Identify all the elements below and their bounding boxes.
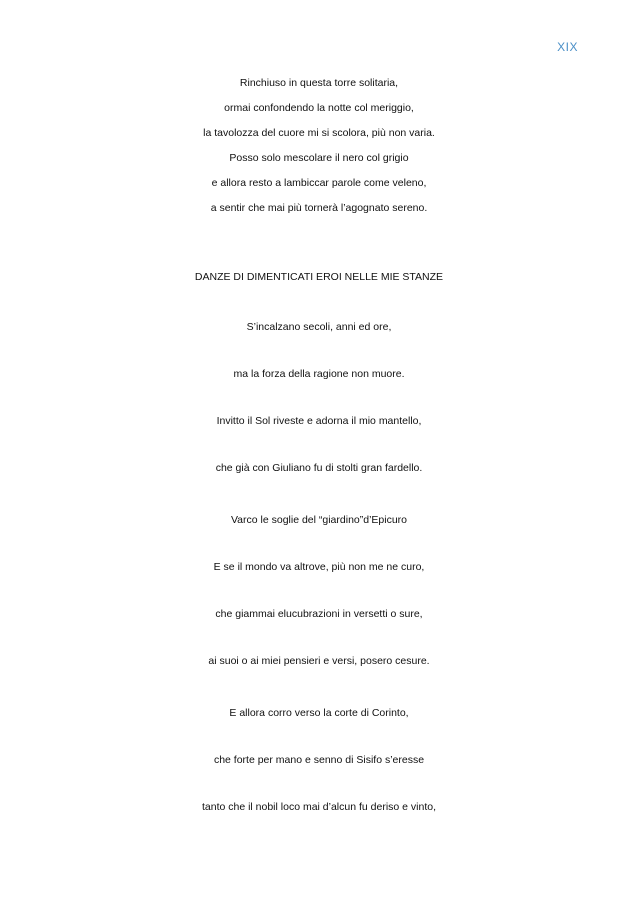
- poem-line: e allora resto a lambiccar parole come veleno,: [211, 177, 427, 189]
- poem-line: Rinchiuso in questa torre solitaria,: [239, 77, 399, 89]
- poem-line: Posso solo mescolare il nero col grigio: [229, 152, 409, 164]
- poem-line: S’incalzano secoli, anni ed ore,: [246, 321, 392, 333]
- poem-line: ormai confondendo la notte col meriggio,: [224, 102, 414, 114]
- poem-line: a sentir che mai più tornerà l’agognato sereno.: [210, 202, 428, 214]
- poem-line: che giammai elucubrazioni in versetti o sure,: [215, 608, 423, 620]
- page-number: XIX: [557, 40, 578, 54]
- poem-title: DANZE DI DIMENTICATI EROI NELLE MIE STANZE: [194, 271, 444, 283]
- poem-line: Invitto il Sol riveste e adorna il mio mantello,: [216, 415, 422, 427]
- poem-line: che già con Giuliano fu di stolti gran fardello.: [215, 462, 423, 474]
- poem-line: ai suoi o ai miei pensieri e versi, posero cesure.: [208, 655, 430, 667]
- poem-line: che forte per mano e senno di Sisifo s’eresse: [213, 754, 425, 766]
- poem-line: ma la forza della ragione non muore.: [233, 368, 405, 380]
- poem-line: Varco le soglie del “giardino”d’Epicuro: [230, 514, 408, 526]
- poem-line: E se il mondo va altrove, più non me ne curo,: [213, 561, 425, 573]
- poem-line: E allora corro verso la corte di Corinto,: [229, 707, 409, 719]
- poem-line: tanto che il nobil loco mai d’alcun fu deriso e vinto,: [201, 801, 437, 813]
- poem-line: la tavolozza del cuore mi si scolora, più non varia.: [203, 127, 435, 139]
